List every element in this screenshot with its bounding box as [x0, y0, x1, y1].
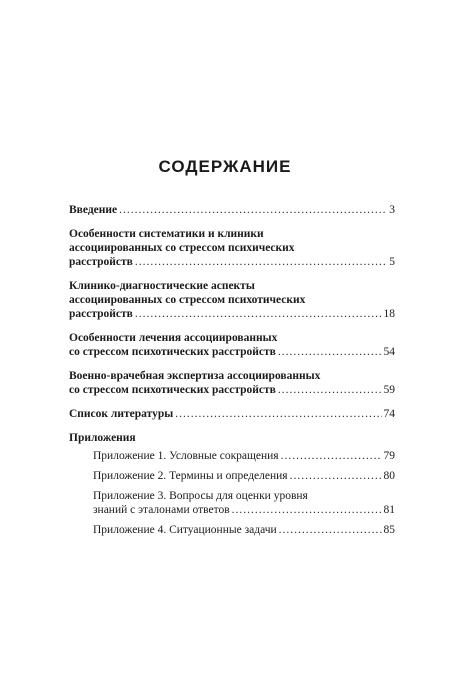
toc-entry-line: Особенности лечения ассоциированных — [69, 332, 278, 344]
table-of-contents — [69, 203, 395, 543]
toc-entry-line: Военно-врачебная экспертиза ассоциированных — [69, 370, 321, 382]
dot-leader — [232, 503, 382, 517]
toc-entry-treatment — [69, 331, 395, 359]
toc-entry-last-line — [69, 345, 395, 359]
toc-entry-title: со стрессом психотических расстройств — [69, 346, 276, 358]
toc-entry-expertise — [69, 369, 395, 397]
toc-entry-systematics — [69, 227, 395, 269]
toc-page-number: 85 — [383, 524, 395, 536]
toc-entry-line: ассоциированных со стрессом психических — [69, 242, 295, 254]
dot-leader — [175, 407, 381, 421]
dot-leader — [278, 383, 382, 397]
toc-entry-last-line — [93, 523, 395, 537]
toc-page-number: 18 — [383, 308, 395, 320]
toc-appendix-3 — [93, 489, 395, 517]
toc-entry-last-line — [93, 469, 395, 483]
toc-page-number: 59 — [383, 384, 395, 396]
toc-entry-title: Приложение 4. Ситуационные задачи — [93, 524, 277, 536]
toc-page-number: 81 — [383, 504, 395, 516]
dot-leader — [135, 255, 387, 269]
toc-entry-last-line — [69, 255, 395, 269]
toc-entry-introduction — [69, 203, 395, 217]
dot-leader — [281, 449, 382, 463]
toc-entry-title: Список литературы — [69, 408, 174, 420]
toc-entry-last-line — [69, 383, 395, 397]
toc-entry-title: знаний с эталонами ответов — [93, 504, 230, 516]
toc-entry-line: Особенности систематики и клиники — [69, 228, 264, 240]
toc-entry-last-line — [69, 407, 395, 421]
dot-leader — [279, 523, 382, 537]
toc-entry-title: Приложение 2. Термины и определения — [93, 470, 288, 482]
toc-entry-line: Клинико-диагностические аспекты — [69, 280, 255, 292]
toc-page-number: 5 — [389, 256, 395, 268]
appendices-heading: Приложения — [69, 432, 136, 444]
dot-leader — [135, 307, 382, 321]
toc-page-number: 74 — [383, 408, 395, 420]
toc-page-number: 80 — [383, 470, 395, 482]
dot-leader — [119, 203, 387, 217]
toc-entry-diagnostics — [69, 279, 395, 321]
toc-entry-title: расстройств — [69, 308, 133, 320]
dot-leader — [278, 345, 382, 359]
toc-appendix-4 — [93, 523, 395, 537]
dot-leader — [290, 469, 382, 483]
toc-entry-last-line — [93, 449, 395, 463]
contents-heading: СОДЕРЖАНИЕ — [158, 157, 292, 176]
toc-entry-last-line — [69, 203, 395, 217]
toc-appendix-2 — [93, 469, 395, 483]
toc-page-number: 79 — [383, 450, 395, 462]
toc-entry-title: Введение — [69, 204, 118, 216]
toc-entry-title: Приложение 1. Условные сокращения — [93, 450, 279, 462]
toc-entry-title: расстройств — [69, 256, 133, 268]
toc-entry-last-line — [93, 503, 395, 517]
toc-entry-line: Приложение 3. Вопросы для оценки уровня — [93, 490, 308, 502]
toc-entry-line: ассоциированных со стрессом психотических — [69, 294, 306, 306]
toc-appendix-1 — [93, 449, 395, 463]
toc-entry-last-line — [69, 307, 395, 321]
toc-page-number: 54 — [383, 346, 395, 358]
toc-page-number: 3 — [389, 204, 395, 216]
toc-entry-references — [69, 407, 395, 421]
toc-entry-title: со стрессом психотических расстройств — [69, 384, 276, 396]
